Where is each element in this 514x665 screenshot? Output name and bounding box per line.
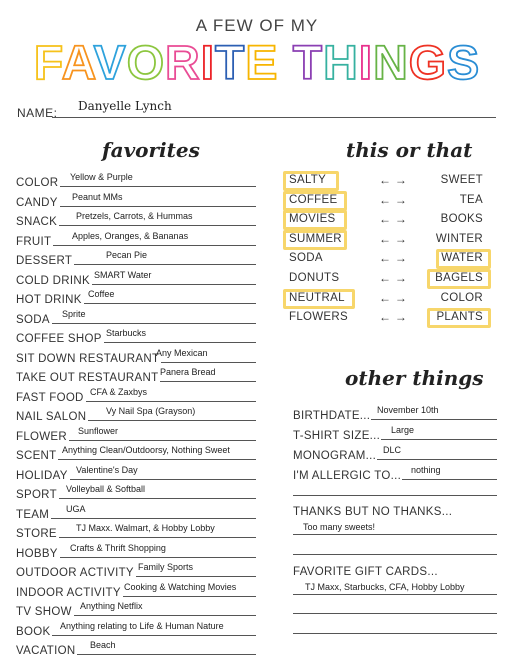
- arrows-icon: ← →: [379, 290, 408, 305]
- favorite-label: COLD DRINK: [16, 274, 90, 287]
- favorite-value[interactable]: Peanut MMs: [72, 191, 123, 202]
- favorite-value[interactable]: Anything Netflix: [80, 601, 143, 611]
- arrows-icon: ← →: [379, 231, 408, 246]
- favorite-label: FRUIT: [16, 235, 52, 248]
- title-letter: S: [447, 37, 481, 90]
- favorite-label: COLOR: [16, 177, 59, 189]
- favorite-row: [16, 521, 256, 540]
- favorite-label: NAIL SALON: [16, 411, 87, 423]
- title-letter: O: [126, 37, 166, 90]
- favorite-value[interactable]: Sprite: [62, 308, 86, 319]
- this-or-that-row: [283, 210, 495, 229]
- favorite-row: [16, 541, 256, 560]
- arrows-icon: ← →: [379, 251, 408, 266]
- favorite-row: [16, 248, 256, 267]
- favorite-row: [16, 365, 256, 384]
- this-or-that-row: [283, 191, 495, 210]
- this-or-that-row: [283, 249, 495, 268]
- title-letter: G: [408, 37, 448, 90]
- title-letter: T: [215, 37, 246, 90]
- favorite-value[interactable]: UGA: [66, 503, 86, 514]
- title-letter: V: [93, 37, 127, 90]
- other-thing-row: [293, 404, 497, 422]
- option-left[interactable]: MOVIES: [289, 213, 336, 226]
- option-right[interactable]: BOOKS: [440, 213, 483, 226]
- option-left[interactable]: DONUTS: [289, 272, 340, 284]
- gift-cards-row: [293, 560, 497, 578]
- other-thing-row: [293, 444, 497, 462]
- selection-highlight: [283, 171, 339, 191]
- option-right[interactable]: PLANTS: [436, 311, 483, 324]
- favorite-label: SCENT: [16, 450, 57, 462]
- favorite-row: [16, 424, 256, 443]
- header-subtitle: A FEW OF MY: [195, 16, 319, 35]
- option-right[interactable]: WINTER: [435, 232, 483, 245]
- title-letter: F: [33, 37, 62, 90]
- favorite-row: [16, 170, 256, 189]
- favorite-value[interactable]: Starbucks: [106, 328, 147, 338]
- favorite-label: INDOOR ACTIVITY: [16, 586, 121, 599]
- favorite-row: [16, 463, 256, 482]
- other-thing-value[interactable]: DLC: [383, 445, 402, 455]
- favorite-label: SIT DOWN RESTAURANT: [16, 352, 160, 365]
- favorite-row: [16, 404, 256, 423]
- thanks-row: [293, 500, 497, 518]
- favorite-row: [16, 580, 256, 599]
- title-letter: I: [200, 37, 216, 90]
- favorite-row: [16, 482, 256, 501]
- other-thing-value[interactable]: nothing: [411, 465, 441, 475]
- gift-cards-label: FAVORITE GIFT CARDS...: [293, 566, 438, 578]
- favorites-heading: favorites: [102, 138, 200, 162]
- favorite-label: COFFEE SHOP: [16, 333, 102, 345]
- option-left[interactable]: FLOWERS: [289, 311, 348, 324]
- option-right[interactable]: WATER: [441, 252, 483, 265]
- favorite-value[interactable]: Beach: [90, 640, 116, 650]
- this-or-that-row: [283, 171, 495, 190]
- favorite-row: [16, 385, 256, 404]
- option-right[interactable]: BAGELS: [435, 272, 483, 284]
- other-thing-value[interactable]: Large: [391, 425, 415, 435]
- option-right[interactable]: SWEET: [440, 174, 483, 186]
- arrows-icon: ← →: [379, 212, 408, 227]
- favorite-label: VACATION: [16, 645, 76, 657]
- favorite-value[interactable]: Volleyball & Softball: [66, 484, 146, 494]
- selection-highlight: [436, 249, 492, 269]
- title-letter: T: [292, 37, 324, 90]
- thanks-line: [293, 534, 497, 535]
- title-letter: H: [323, 37, 359, 90]
- gift-cards-line: [293, 594, 497, 595]
- other-thing-label: I'M ALLERGIC TO...: [293, 470, 402, 482]
- favorite-line: [16, 323, 256, 324]
- favorite-row: [16, 638, 256, 657]
- favorite-row: [16, 209, 256, 228]
- other-thing-label: T-SHIRT SIZE...: [293, 430, 381, 442]
- favorite-label: SNACK: [16, 216, 58, 228]
- favorite-row: [16, 443, 256, 462]
- name-label: NAME:: [17, 106, 58, 120]
- arrows-icon: ← →: [379, 192, 408, 207]
- favorite-value[interactable]: Coffee: [88, 289, 115, 299]
- this-or-that-row: [283, 230, 495, 249]
- option-right[interactable]: COLOR: [440, 291, 483, 304]
- favorite-label: CANDY: [16, 196, 58, 209]
- favorite-row: [16, 502, 256, 521]
- favorite-value[interactable]: Pecan Pie: [106, 250, 148, 260]
- option-right[interactable]: TEA: [459, 193, 483, 206]
- page-title: [0, 36, 514, 91]
- favorite-label: HOBBY: [16, 547, 58, 560]
- gift-cards-line: [293, 633, 497, 634]
- favorite-value[interactable]: Anything relating to Life & Human Nature: [60, 620, 224, 631]
- favorite-value[interactable]: TJ Maxx. Walmart, & Hobby Lobby: [76, 523, 215, 533]
- title-letter: A: [61, 37, 94, 90]
- favorite-label: DESSERT: [16, 255, 73, 267]
- option-left[interactable]: SODA: [289, 252, 323, 265]
- arrows-icon: ← →: [379, 173, 408, 187]
- favorite-label: SPORT: [16, 489, 57, 501]
- favorite-value[interactable]: CFA & Zaxbys: [90, 386, 148, 397]
- favorite-value[interactable]: Vy Nail Spa (Grayson): [106, 406, 196, 416]
- other-thing-label: BIRTHDATE...: [293, 410, 371, 422]
- favorite-label: FLOWER: [16, 430, 67, 443]
- thanks-label: THANKS BUT NO THANKS...: [293, 506, 453, 518]
- favorite-value[interactable]: Crafts & Thrift Shopping: [70, 542, 166, 553]
- favorite-label: HOT DRINK: [16, 294, 82, 306]
- selection-highlight: [427, 308, 491, 328]
- favorite-row: [16, 599, 256, 618]
- this-or-that-row: [283, 308, 495, 327]
- other-things-heading: other things: [345, 366, 484, 390]
- thanks-line: [293, 554, 497, 555]
- this-or-that-row: [283, 269, 495, 288]
- favorite-label: FAST FOOD: [16, 391, 84, 404]
- favorite-label: STORE: [16, 528, 57, 540]
- title-letter: I: [358, 37, 374, 90]
- favorite-value[interactable]: Valentine's Day: [76, 464, 138, 475]
- favorite-row: [16, 326, 256, 345]
- other-thing-label: MONOGRAM...: [293, 450, 377, 462]
- selection-highlight: [283, 191, 347, 211]
- favorite-label: OUTDOOR ACTIVITY: [16, 567, 134, 579]
- favorite-value[interactable]: Pretzels, Carrots, & Hummas: [76, 211, 193, 221]
- favorite-row: [16, 346, 256, 365]
- other-thing-row: [293, 424, 497, 442]
- this-or-that-heading: this or that: [346, 138, 473, 162]
- gift-cards-value[interactable]: TJ Maxx, Starbucks, CFA, Hobby Lobby: [305, 582, 465, 592]
- favorite-value[interactable]: SMART Water: [94, 269, 152, 280]
- favorite-row: [16, 268, 256, 287]
- title-letter: [278, 37, 292, 90]
- option-left[interactable]: SUMMER: [289, 232, 342, 245]
- name-value[interactable]: Danyelle Lynch: [78, 99, 172, 113]
- favorite-line: [16, 518, 256, 519]
- favorite-label: TV SHOW: [16, 606, 72, 618]
- favorite-value[interactable]: Family Sports: [138, 562, 194, 572]
- arrows-icon: ← →: [379, 310, 408, 325]
- other-thing-row: [293, 464, 497, 482]
- favorite-value[interactable]: Any Mexican: [156, 347, 208, 358]
- option-left[interactable]: SALTY: [289, 174, 327, 186]
- favorite-label: TEAM: [16, 508, 50, 521]
- favorite-label: BOOK: [16, 625, 51, 638]
- favorite-row: [16, 190, 256, 209]
- selection-highlight: [283, 289, 355, 309]
- title-letter: E: [245, 37, 279, 90]
- favorite-value[interactable]: Anything Clean/Outdoorsy, Nothing Sweet: [62, 445, 230, 455]
- option-left[interactable]: NEUTRAL: [289, 291, 345, 304]
- title-letter: R: [165, 37, 201, 90]
- allergy-extra-line: [293, 495, 497, 496]
- favorite-row: [16, 287, 256, 306]
- favorite-label: SODA: [16, 313, 50, 326]
- selection-highlight: [283, 230, 347, 250]
- option-left[interactable]: COFFEE: [289, 193, 338, 206]
- favorite-value[interactable]: Panera Bread: [160, 367, 216, 377]
- arrows-icon: ← →: [379, 271, 408, 285]
- favorite-row: [16, 307, 256, 326]
- name-line: [52, 117, 496, 118]
- favorite-row: [16, 619, 256, 638]
- gift-cards-line: [293, 613, 497, 614]
- thanks-value[interactable]: Too many sweets!: [303, 522, 376, 532]
- favorite-value[interactable]: Sunflower: [78, 425, 119, 436]
- selection-highlight: [283, 210, 347, 230]
- other-thing-value[interactable]: November 10th: [377, 405, 439, 415]
- favorite-row: [16, 229, 256, 248]
- title-letter: N: [373, 37, 409, 90]
- favorite-value[interactable]: Yellow & Purple: [70, 172, 133, 182]
- this-or-that-row: [283, 289, 495, 308]
- favorite-label: TAKE OUT RESTAURANT: [16, 372, 159, 384]
- favorite-value[interactable]: Cooking & Watching Movies: [124, 581, 237, 592]
- favorite-label: HOLIDAY: [16, 469, 68, 482]
- favorite-value[interactable]: Apples, Oranges, & Bananas: [72, 230, 189, 241]
- favorite-row: [16, 560, 256, 579]
- selection-highlight: [427, 269, 491, 289]
